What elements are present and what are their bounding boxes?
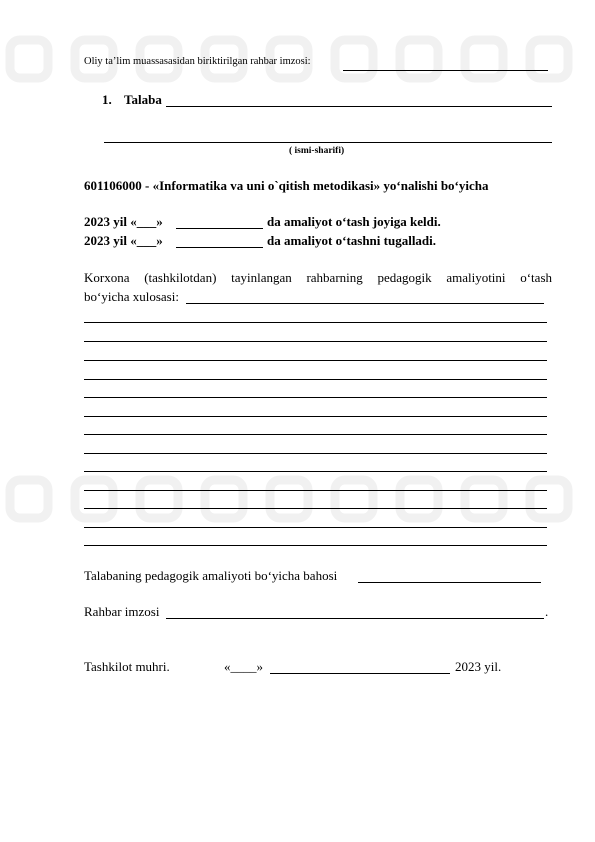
blank-line: [84, 471, 547, 472]
footer-date-day: «____»: [224, 659, 263, 674]
arrival-month-line: [176, 228, 263, 229]
student-line-2: [104, 142, 552, 143]
blank-line: [84, 416, 547, 417]
signature-end: .: [545, 604, 549, 619]
blank-line: [84, 397, 547, 398]
student-line-1: [166, 106, 552, 107]
blank-line: [84, 453, 547, 454]
signature-line: [166, 618, 544, 619]
grade-line: [358, 582, 541, 583]
blank-line: [84, 379, 547, 380]
blank-line: [84, 508, 547, 509]
program-title: 601106000 - «Informatika va uni o`qitish metodikasi» yo‘nalishi bo‘yicha: [84, 178, 489, 193]
arrival-date-suffix: da amaliyot o‘tash joyiga keldi.: [267, 214, 441, 229]
blank-line: [84, 341, 547, 342]
item-number: 1.: [102, 92, 112, 107]
arrival-date-prefix: 2023 yil «___»: [84, 214, 163, 229]
blank-line: [84, 545, 547, 546]
blank-line: [84, 434, 547, 435]
conclusion-answer-line: [186, 303, 544, 304]
blank-line: [84, 360, 547, 361]
supervisor-signature-line: [343, 70, 548, 71]
conclusion-line-2: bo‘yicha xulosasi:: [84, 289, 179, 304]
footer-year: 2023 yil.: [455, 659, 502, 674]
finish-month-line: [176, 247, 263, 248]
blank-line: [84, 527, 547, 528]
footer-date-line: [270, 673, 450, 674]
finish-date-prefix: 2023 yil «___»: [84, 233, 163, 248]
conclusion-line-1: Korxona (tashkilotdan) tayinlangan rahbarning pedagogik amaliyotini o‘tash: [84, 270, 552, 285]
blank-line: [84, 322, 547, 323]
grade-label: Talabaning pedagogik amaliyoti bo‘yicha bahosi: [84, 568, 338, 583]
blank-line: [84, 490, 547, 491]
name-caption: ( ismi-sharifi): [289, 146, 345, 156]
signature-label: Rahbar imzosi: [84, 604, 160, 619]
finish-date-suffix: da amaliyot o‘tashni tugalladi.: [267, 233, 437, 248]
student-label: Talaba: [124, 92, 162, 107]
stamp-label: Tashkilot muhri.: [84, 659, 170, 674]
supervisor-signature-prompt: Oliy ta’lim muassasasidan biriktirilgan rahbar imzosi:: [84, 56, 311, 67]
